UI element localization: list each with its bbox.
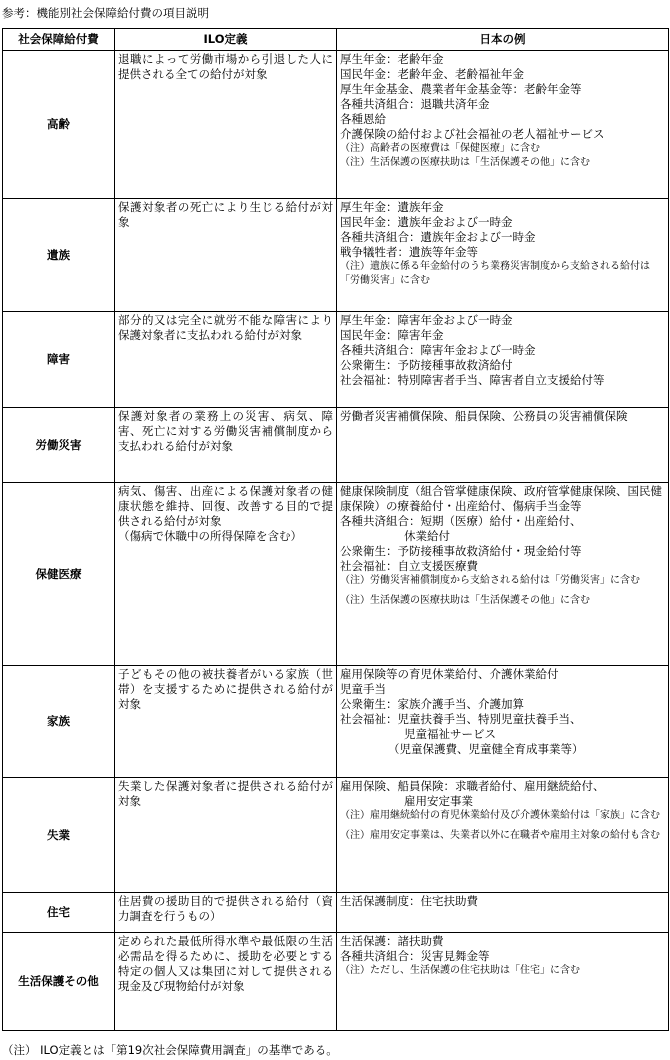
ilo-definition: 保護対象者の死亡により生じる給付が対象 xyxy=(115,199,337,312)
note-line: （注）遺族に係る年金給付のうち業務災害制度から支給される給付は「労働災害」に含む xyxy=(340,261,650,286)
footnote: （注） ILO定義とは「第19次社会保障費用調査」の基準である。 xyxy=(2,1043,338,1057)
example-line: 健康保険制度（組合管掌健康保険、政府管掌健康保険、国民健康保険）の療養給付・出産給付、傷病手当金等 xyxy=(340,484,662,513)
header-row xyxy=(3,29,669,51)
example-line: 国民年金：障害年金 xyxy=(340,328,444,342)
japan-examples xyxy=(337,778,669,893)
ilo-definition: 退職によって労働市場から引退した人に提供される全ての給付が対象 xyxy=(115,51,337,199)
example-line: 児童手当 xyxy=(340,682,386,696)
note-line: （注）労働災害補償制度から支給される給付は「労働災害」に含む xyxy=(340,575,640,586)
example-line: 各種恩給 xyxy=(340,112,386,126)
example-line: 休業給付 xyxy=(404,529,450,543)
table-row-public-assistance xyxy=(3,933,669,1031)
example-line: 生活保護：諸扶助費 xyxy=(340,934,444,948)
category-cell: 高齢 xyxy=(3,51,115,199)
example-line: 雇用保険等の育児休業給付、介護休業給付 xyxy=(340,667,559,681)
example-line: （児童保護費、児童健全育成事業等） xyxy=(388,742,584,756)
table-row-housing xyxy=(3,893,669,933)
example-line: 社会福祉：児童扶養手当、特別児童扶養手当、 xyxy=(340,712,582,726)
category-cell: 労働災害 xyxy=(3,408,115,483)
table-row-family xyxy=(3,666,669,778)
example-line: 社会福祉：自立支援医療費 xyxy=(340,559,478,573)
japan-examples xyxy=(337,199,669,312)
example-line: 各種共済組合：退職共済年金 xyxy=(340,97,490,111)
ilo-definition: 保護対象者の業務上の災害、病気、障害、死亡に対する労働災害補償制度から支払われる給付が対象 xyxy=(115,408,337,483)
japan-examples xyxy=(337,893,669,933)
japan-examples xyxy=(337,408,669,483)
ilo-definition: 失業した保護対象者に提供される給付が対象 xyxy=(115,778,337,893)
note-line: （注）ただし、生活保護の住宅扶助は「住宅」に含む xyxy=(340,965,580,976)
example-line: 厚生年金：遺族年金 xyxy=(340,200,444,214)
category-cell: 障害 xyxy=(3,312,115,408)
caption: 参考：機能別社会保障給付費の項目説明 xyxy=(2,6,209,20)
category-cell: 家族 xyxy=(3,666,115,778)
note-line: （注）雇用安定事業は、失業者以外に在職者や雇用主対象の給付も含む xyxy=(340,830,660,841)
example-line: 公衆衛生：家族介護手当、介護加算 xyxy=(340,697,524,711)
example-line: 厚生年金基金、農業者年金基金等：老齢年金等 xyxy=(340,82,582,96)
example-line: 各種共済組合：災害見舞金等 xyxy=(340,949,490,963)
example-line: 厚生年金：障害年金および一時金 xyxy=(340,313,513,327)
ilo-definition: 定められた最低所得水準や最低限の生活必需品を得るために、援助を必要とする特定の個人又は集団に対して提供される現金及び現物給付が対象 xyxy=(115,933,337,1031)
japan-examples xyxy=(337,933,669,1031)
japan-examples xyxy=(337,666,669,778)
benefit-table xyxy=(2,28,669,1031)
ilo-definition: 病気、傷害、出産による保護対象者の健康状態を維持、回復、改善する目的で提供される給付が対象 xyxy=(118,484,333,528)
example-line: 公衆衛生：予防接種事故救済給付・現金給付等 xyxy=(340,544,582,558)
example-line: 国民年金：老齢年金、老齢福祉年金 xyxy=(340,67,524,81)
example-line: 各種共済組合：短期（医療）給付・出産給付、 xyxy=(340,514,582,528)
table-row-disability xyxy=(3,312,669,408)
example-line: 介護保険の給付および社会福祉の老人福祉サービス xyxy=(340,127,605,141)
example-line: 生活保護制度：住宅扶助費 xyxy=(340,894,478,908)
japan-examples xyxy=(337,483,669,666)
category-cell: 遺族 xyxy=(3,199,115,312)
ilo-definition: 住居費の援助目的で提供される給付（資力調査を行うもの） xyxy=(115,893,337,933)
table-row-elderly xyxy=(3,51,669,199)
ilo-definition-cell xyxy=(115,483,337,666)
example-line: 労働者災害補償保険、船員保険、公務員の災害補償保険 xyxy=(340,409,628,423)
example-line: 公衆衛生：予防接種事故救済給付 xyxy=(340,358,513,372)
japan-examples xyxy=(337,51,669,199)
example-line: 児童福祉サービス xyxy=(404,727,496,741)
category-cell: 保健医療 xyxy=(3,483,115,666)
example-line: 社会福祉：特別障害者手当、障害者自立支援給付等 xyxy=(340,373,605,387)
category-cell: 住宅 xyxy=(3,893,115,933)
ilo-definition-extra: （傷病で休職中の所得保障を含む） xyxy=(118,529,302,543)
example-line: 各種共済組合：遺族年金および一時金 xyxy=(340,230,536,244)
note-line: （注）生活保護の医療扶助は「生活保護その他」に含む xyxy=(340,595,590,606)
japan-examples xyxy=(337,312,669,408)
header-category: 社会保障給付費 xyxy=(3,29,115,51)
note-line: （注）高齢者の医療費は「保健医療」に含む xyxy=(340,143,540,154)
note-line: （注）生活保護の医療扶助は「生活保護その他」に含む xyxy=(340,157,590,168)
example-line: 雇用保険、船員保険：求職者給付、雇用継続給付、 xyxy=(340,779,605,793)
table-row-unemployment xyxy=(3,778,669,893)
category-cell: 生活保護その他 xyxy=(3,933,115,1031)
table-row-survivors xyxy=(3,199,669,312)
example-line: 国民年金：遺族年金および一時金 xyxy=(340,215,513,229)
table-row-health xyxy=(3,483,669,666)
table-row-work-injury xyxy=(3,408,669,483)
example-line: 雇用安定事業 xyxy=(404,794,473,808)
example-line: 各種共済組合：障害年金および一時金 xyxy=(340,343,536,357)
example-line: 厚生年金：老齢年金 xyxy=(340,52,444,66)
ilo-definition: 子どもその他の被扶養者がいる家族（世帯）を支援するために提供される給付が対象 xyxy=(115,666,337,778)
category-cell: 失業 xyxy=(3,778,115,893)
header-japan: 日本の例 xyxy=(337,29,669,51)
example-line: 戦争犠牲者：遺族等年金等 xyxy=(340,245,478,259)
ilo-definition: 部分的又は完全に就労不能な障害により保護対象者に支払われる給付が対象 xyxy=(115,312,337,408)
note-line: （注）雇用継続給付の育児休業給付及び介護休業給付は「家族」に含む xyxy=(340,810,660,821)
header-ilo: ILO定義 xyxy=(115,29,337,51)
